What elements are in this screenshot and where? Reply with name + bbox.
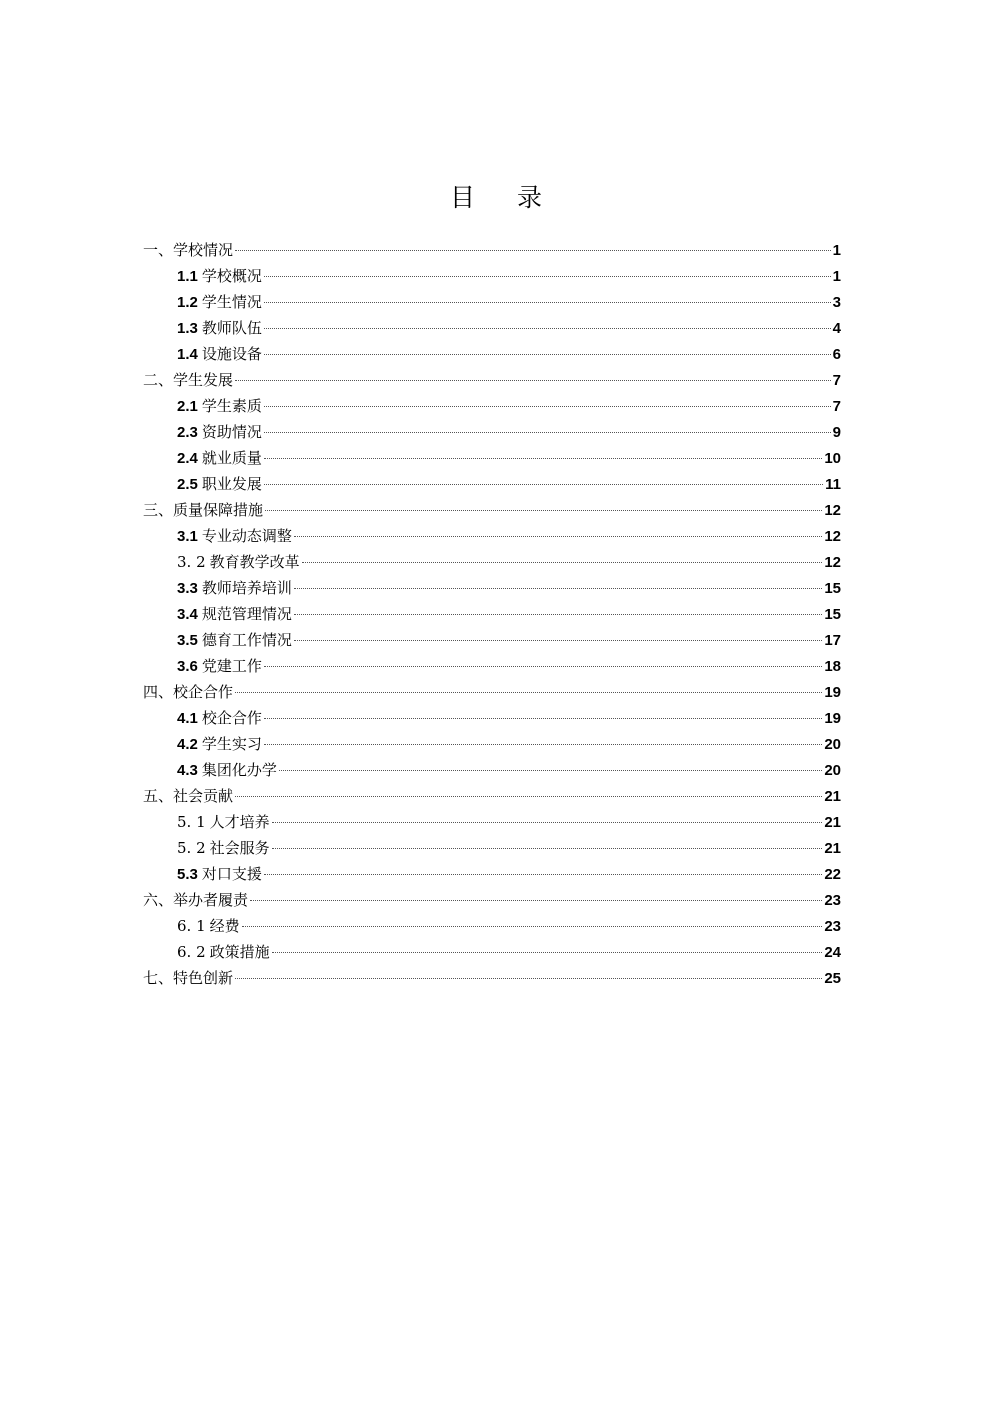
toc-dot-leader	[250, 900, 822, 901]
toc-entry-text: 资助情况	[201, 423, 262, 441]
toc-entry-label	[177, 315, 262, 342]
toc-entry-label	[177, 419, 262, 446]
toc-dot-leader	[235, 796, 822, 797]
toc-entry-label	[143, 783, 233, 809]
toc-dot-leader	[264, 276, 831, 277]
toc-entry-number: 六、	[143, 891, 174, 909]
toc-entry-text: 校企合作	[201, 709, 262, 727]
toc-subsection-entry[interactable]	[143, 263, 841, 289]
toc-subsection-entry[interactable]	[143, 757, 841, 783]
toc-dot-leader	[235, 692, 822, 693]
toc-page-number: 23	[824, 892, 841, 909]
toc-entry-number: 2.4	[177, 450, 198, 467]
toc-entry-text: 质量保障措施	[173, 501, 264, 519]
toc-entry-label	[177, 549, 300, 575]
toc-entry-label	[177, 757, 277, 784]
toc-entry-label	[177, 835, 270, 861]
toc-entry-label	[177, 393, 262, 420]
toc-page-number: 11	[825, 476, 841, 493]
toc-entry-text: 教师队伍	[201, 319, 262, 337]
toc-title	[0, 178, 992, 218]
toc-dot-leader	[264, 406, 831, 407]
toc-entry-text: 就业质量	[201, 449, 262, 467]
toc-entry-label	[177, 289, 262, 316]
toc-page-number: 19	[824, 710, 841, 727]
toc-entry-number: 5.3	[177, 866, 198, 883]
toc-entry-number: 二、	[143, 371, 174, 389]
toc-entry-label	[177, 601, 292, 628]
toc-page-number: 1	[832, 268, 841, 285]
toc-page-number: 20	[824, 736, 841, 753]
toc-subsection-entry[interactable]	[143, 289, 841, 315]
toc-section-entry[interactable]	[143, 783, 841, 809]
toc-entry-label	[177, 861, 262, 888]
toc-page-number: 22	[824, 866, 841, 883]
toc-entry-label	[177, 575, 292, 602]
toc-page-number: 17	[824, 632, 841, 649]
toc-dot-leader	[279, 770, 822, 771]
toc-entry-label	[177, 913, 240, 939]
toc-entry-text: 学生实习	[201, 735, 262, 753]
toc-page-number: 3	[832, 294, 841, 311]
toc-dot-leader	[264, 458, 822, 459]
toc-dot-leader	[242, 926, 823, 927]
toc-page-number: 10	[824, 450, 841, 467]
toc-entry-label	[177, 445, 262, 472]
toc-page-number: 12	[824, 554, 841, 571]
toc-entry-label	[177, 471, 262, 498]
toc-entry-text: 特色创新	[173, 969, 234, 987]
toc-entry-number: 3.5	[177, 632, 198, 649]
toc-section-entry[interactable]	[143, 237, 841, 263]
toc-entry-number: 5. 2	[177, 839, 206, 857]
toc-entry-text: 对口支援	[201, 865, 262, 883]
toc-entry-number: 三、	[143, 501, 174, 519]
toc-subsection-entry[interactable]	[143, 705, 841, 731]
toc-entry-number: 6. 1	[177, 917, 206, 935]
toc-subsection-entry[interactable]	[143, 809, 841, 835]
toc-page-number: 1	[832, 242, 841, 259]
toc-entry-number: 3.4	[177, 606, 198, 623]
toc-section-entry[interactable]	[143, 965, 841, 991]
toc-dot-leader	[294, 614, 822, 615]
toc-entry-number: 1.2	[177, 294, 198, 311]
toc-page-number: 12	[824, 528, 841, 545]
toc-entry-text: 举办者履责	[173, 891, 249, 909]
toc-subsection-entry[interactable]	[143, 419, 841, 445]
toc-subsection-entry[interactable]	[143, 315, 841, 341]
toc-entry-text: 专业动态调整	[201, 527, 292, 545]
toc-entry-number: 6. 2	[177, 943, 206, 961]
toc-entry-label	[177, 705, 262, 732]
toc-subsection-entry[interactable]	[143, 835, 841, 861]
toc-entry-text: 设施设备	[201, 345, 262, 363]
toc-dot-leader	[302, 562, 823, 563]
toc-entry-number: 一、	[143, 241, 174, 259]
toc-entry-label	[143, 679, 233, 705]
toc-subsection-entry[interactable]	[143, 575, 841, 601]
toc-entry-number: 四、	[143, 683, 174, 701]
toc-page-number: 4	[832, 320, 841, 337]
toc-dot-leader	[235, 978, 822, 979]
toc-subsection-entry[interactable]	[143, 653, 841, 679]
toc-entry-label	[177, 263, 262, 290]
toc-entry-number: 2.1	[177, 398, 198, 415]
toc-subsection-entry[interactable]	[143, 471, 841, 497]
toc-list	[143, 237, 841, 991]
toc-entry-text: 人才培养	[209, 813, 270, 831]
toc-entry-label	[143, 965, 233, 991]
toc-entry-text: 校企合作	[173, 683, 234, 701]
toc-entry-text: 学校情况	[173, 241, 234, 259]
toc-page-number: 21	[824, 788, 841, 805]
toc-title-right: 录	[517, 183, 543, 212]
toc-page-number: 18	[824, 658, 841, 675]
toc-entry-number: 五、	[143, 787, 174, 805]
toc-entry-label	[177, 627, 292, 654]
toc-entry-number: 1.4	[177, 346, 198, 363]
toc-entry-label	[177, 809, 270, 835]
toc-entry-text: 德育工作情况	[201, 631, 292, 649]
toc-dot-leader	[272, 952, 823, 953]
toc-entry-number: 4.2	[177, 736, 198, 753]
toc-entry-label	[177, 939, 270, 965]
toc-page-number: 6	[832, 346, 841, 363]
toc-entry-number: 七、	[143, 969, 174, 987]
toc-entry-label	[177, 653, 262, 680]
toc-entry-number: 2.3	[177, 424, 198, 441]
toc-dot-leader	[264, 484, 823, 485]
toc-entry-text: 社会贡献	[173, 787, 234, 805]
toc-page-number: 15	[824, 580, 841, 597]
toc-entry-number: 4.1	[177, 710, 198, 727]
toc-entry-label	[177, 341, 262, 368]
toc-subsection-entry[interactable]	[143, 341, 841, 367]
toc-entry-text: 学生发展	[173, 371, 234, 389]
toc-entry-text: 学生情况	[201, 293, 262, 311]
toc-section-entry[interactable]	[143, 497, 841, 523]
toc-entry-label	[177, 731, 262, 758]
toc-entry-text: 社会服务	[209, 839, 270, 857]
toc-page-number: 7	[832, 398, 841, 415]
toc-entry-text: 政策措施	[209, 943, 270, 961]
toc-entry-number: 3.6	[177, 658, 198, 675]
toc-title-left: 目	[449, 183, 475, 212]
toc-dot-leader	[264, 432, 831, 433]
toc-entry-text: 党建工作	[201, 657, 262, 675]
toc-dot-leader	[294, 536, 822, 537]
toc-entry-number: 3.1	[177, 528, 198, 545]
toc-dot-leader	[294, 588, 822, 589]
toc-entry-number: 5. 1	[177, 813, 206, 831]
toc-entry-number: 1.1	[177, 268, 198, 285]
toc-page-number: 20	[824, 762, 841, 779]
toc-entry-number: 1.3	[177, 320, 198, 337]
toc-dot-leader	[264, 666, 822, 667]
toc-page-number: 9	[832, 424, 841, 441]
toc-entry-text: 规范管理情况	[201, 605, 292, 623]
toc-entry-text: 教师培养培训	[201, 579, 292, 597]
toc-dot-leader	[265, 510, 822, 511]
toc-dot-leader	[272, 822, 823, 823]
toc-subsection-entry[interactable]	[143, 523, 841, 549]
toc-entry-label	[143, 237, 233, 263]
toc-dot-leader	[264, 354, 831, 355]
toc-entry-text: 教育教学改革	[209, 553, 300, 571]
toc-subsection-entry[interactable]	[143, 861, 841, 887]
toc-dot-leader	[264, 328, 831, 329]
toc-entry-text: 经费	[209, 917, 240, 935]
toc-dot-leader	[294, 640, 822, 641]
toc-dot-leader	[264, 718, 822, 719]
toc-page-number: 15	[824, 606, 841, 623]
toc-dot-leader	[264, 302, 831, 303]
toc-entry-text: 职业发展	[201, 475, 262, 493]
toc-page-number: 19	[824, 684, 841, 701]
toc-entry-number: 2.5	[177, 476, 198, 493]
toc-dot-leader	[264, 874, 822, 875]
toc-dot-leader	[264, 744, 822, 745]
toc-subsection-entry[interactable]	[143, 627, 841, 653]
toc-section-entry[interactable]	[143, 887, 841, 913]
toc-entry-label	[143, 497, 263, 523]
toc-entry-text: 学校概况	[201, 267, 262, 285]
toc-subsection-entry[interactable]	[143, 601, 841, 627]
toc-page-number: 21	[824, 840, 841, 857]
toc-section-entry[interactable]	[143, 679, 841, 705]
toc-dot-leader	[235, 250, 831, 251]
toc-section-entry[interactable]	[143, 367, 841, 393]
toc-subsection-entry[interactable]	[143, 731, 841, 757]
toc-entry-label	[177, 523, 292, 550]
toc-subsection-entry[interactable]	[143, 549, 841, 575]
toc-subsection-entry[interactable]	[143, 913, 841, 939]
toc-entry-number: 3. 2	[177, 553, 206, 571]
toc-page-number: 21	[824, 814, 841, 831]
toc-subsection-entry[interactable]	[143, 445, 841, 471]
toc-entry-number: 4.3	[177, 762, 198, 779]
toc-page-number: 23	[824, 918, 841, 935]
toc-entry-label	[143, 367, 233, 393]
toc-dot-leader	[272, 848, 823, 849]
toc-subsection-entry[interactable]	[143, 939, 841, 965]
toc-page-number: 24	[824, 944, 841, 961]
toc-entry-number: 3.3	[177, 580, 198, 597]
toc-page-number: 12	[824, 502, 841, 519]
toc-entry-text: 集团化办学	[201, 761, 277, 779]
toc-entry-label	[143, 887, 248, 913]
toc-dot-leader	[235, 380, 831, 381]
toc-subsection-entry[interactable]	[143, 393, 841, 419]
toc-page-number: 7	[832, 372, 841, 389]
toc-entry-text: 学生素质	[201, 397, 262, 415]
toc-page-number: 25	[824, 970, 841, 987]
